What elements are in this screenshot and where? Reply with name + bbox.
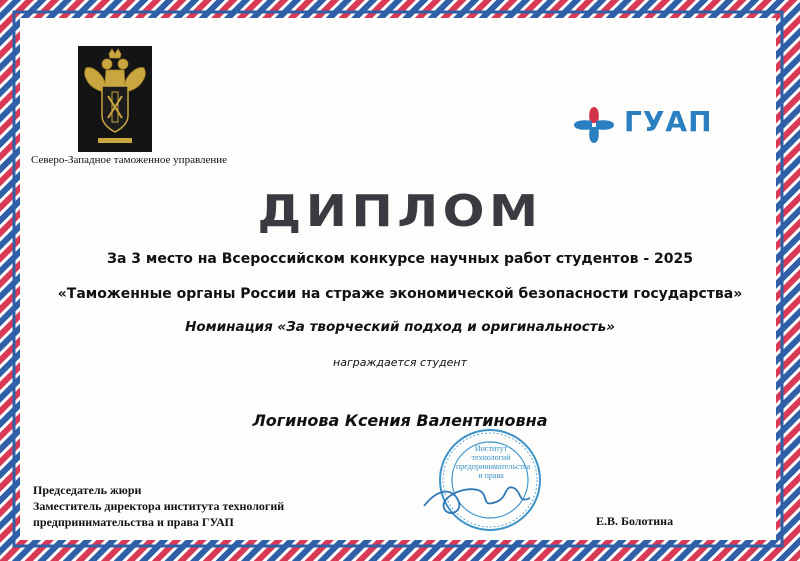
awarded-line: награждается студент: [333, 356, 467, 369]
guap-name: ГУАП: [624, 105, 713, 138]
recipient-name: Логинова Ксения Валентиновна: [252, 411, 548, 430]
jury-chair-block: [33, 482, 284, 530]
nomination-line: Номинация «За творческий подход и оригинальность»: [185, 319, 615, 335]
signer-name: Е.В. Болотина: [596, 514, 674, 528]
jury-title-line-3: предпринимательства и права ГУАП: [33, 515, 234, 529]
stamp-inner-text: Институт технологий предпринимательства и права: [456, 444, 531, 480]
customs-office-name: Северо-Западное таможенное управление: [31, 154, 228, 166]
place-line: За 3 место на Всероссийском конкурсе научных работ студентов - 2025: [107, 251, 693, 267]
official-stamp: [418, 428, 550, 540]
guap-propeller-logo-icon: [572, 103, 616, 147]
jury-title-line-1: Председатель жюри: [33, 483, 142, 497]
guap-logo: [572, 103, 732, 147]
jury-title-line-2: Заместитель директора института технологий: [33, 499, 285, 513]
double-headed-eagle-emblem-icon: [78, 46, 152, 152]
diploma-title: ДИПЛОМ: [257, 186, 543, 237]
theme-line: «Таможенные органы России на страже экономической безопасности государства»: [57, 286, 743, 302]
